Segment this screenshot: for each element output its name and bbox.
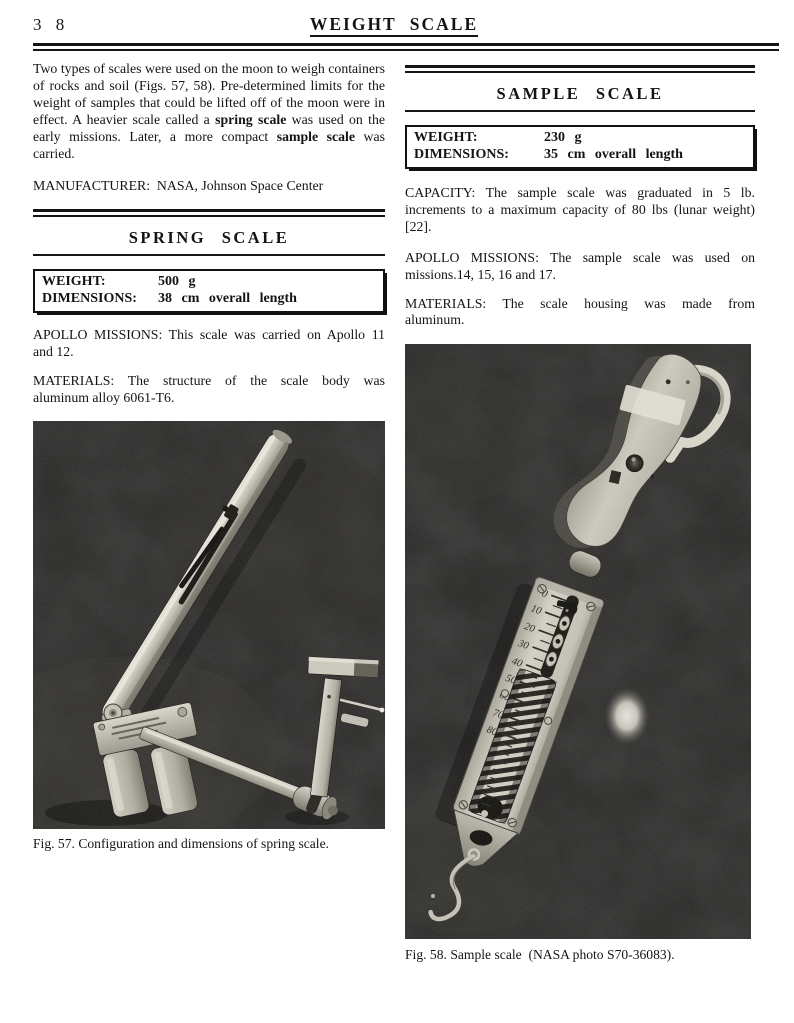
photo-grain xyxy=(33,421,385,829)
intro-text: Two types of scales were used on the moon to weigh containers of rocks and soil (Figs. 57, 58). Pre-determined limits for the weight of samples that could be lifted off of the moon were in effect. A heavier scale called a xyxy=(33,61,385,127)
section-double-rule xyxy=(33,209,385,217)
spec-row-dimensions xyxy=(42,290,376,307)
weight-label: WEIGHT: xyxy=(414,130,478,145)
page-header xyxy=(33,14,755,35)
figure-58-photo xyxy=(405,344,751,939)
dimensions-value: 38 cm overall length xyxy=(158,291,297,307)
photo-grain xyxy=(405,344,751,939)
intro-text: was used on the early missions. Later, a more compact xyxy=(33,111,385,144)
dimensions-label: DIMENSIONS: xyxy=(414,147,509,162)
intro-bold-sample-scale: sample scale xyxy=(276,128,355,144)
sample-scale-spec-box xyxy=(405,125,755,169)
right-column xyxy=(405,61,755,963)
sample-materials-paragraph: MATERIALS: The scale housing was made from aluminum. xyxy=(405,295,755,328)
spring-apollo-missions-paragraph: APOLLO MISSIONS: This scale was carried on Apollo 11 and 12. xyxy=(33,327,385,360)
left-column xyxy=(33,61,385,963)
intro-bold-spring-scale: spring scale xyxy=(215,111,287,127)
page-number: 3 8 xyxy=(33,15,70,34)
weight-label: WEIGHT: xyxy=(42,274,106,290)
weight-value: 500 g xyxy=(158,274,196,290)
spring-scale-heading: SPRING SCALE xyxy=(33,228,385,256)
header-double-rule xyxy=(33,43,779,51)
figure-57-photo xyxy=(33,421,385,829)
dimensions-value: 35 cm overall length xyxy=(544,147,683,162)
spec-row-weight xyxy=(414,129,746,146)
spring-scale-spec-box xyxy=(33,269,385,313)
weight-value: 230 g xyxy=(544,130,582,145)
dimensions-label: DIMENSIONS: xyxy=(42,291,137,307)
capacity-paragraph: CAPACITY: The sample scale was graduated in 5 lb. increments to a maximum capacity of 80 lbs (lunar weight) [22]. xyxy=(405,185,755,234)
page-title: WEIGHT SCALE xyxy=(310,14,478,37)
sample-scale-heading: SAMPLE SCALE xyxy=(405,84,755,112)
section-double-rule xyxy=(405,65,755,73)
figure-58-caption: Fig. 58. Sample scale (NASA photo S70-36083). xyxy=(405,947,675,963)
spec-row-weight xyxy=(42,273,376,290)
manufacturer-line: MANUFACTURER: NASA, Johnson Space Center xyxy=(33,178,324,194)
spring-materials-paragraph: MATERIALS: The structure of the scale body was aluminum alloy 6061-T6. xyxy=(33,373,385,406)
intro-text: was carried. xyxy=(33,128,385,161)
spec-row-dimensions xyxy=(414,146,746,163)
sample-apollo-missions-paragraph: APOLLO MISSIONS: The sample scale was used on missions.14, 15, 16 and 17. xyxy=(405,249,755,282)
figure-57-caption: Fig. 57. Configuration and dimensions of spring scale. xyxy=(33,835,330,851)
intro-paragraph xyxy=(33,61,385,162)
